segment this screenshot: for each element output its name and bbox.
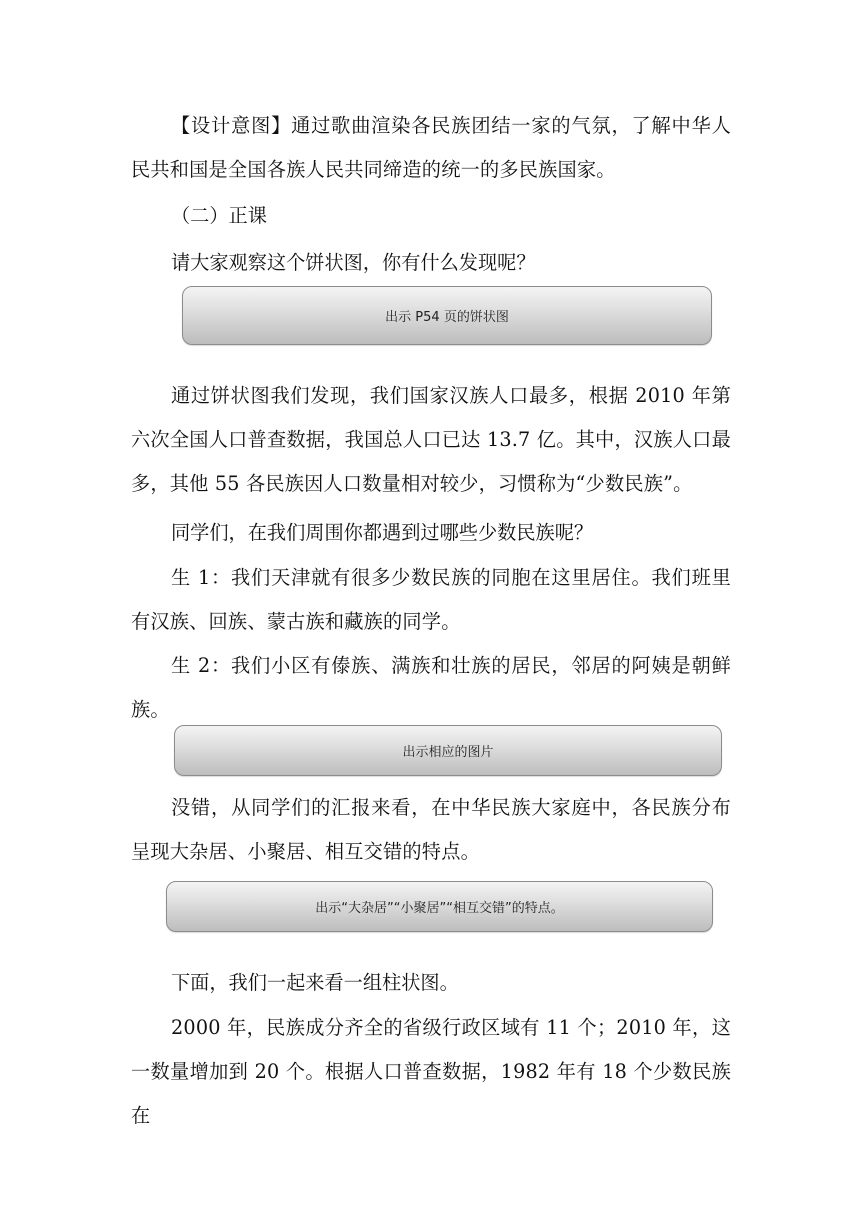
paragraph-student1: 生 1：我们天津就有很多少数民族的同胞在这里居住。我们班里有汉族、回族、蒙古族和藏族的同学。 xyxy=(131,566,731,633)
callout-pie-chart: 出示 P54 页的饼状图 xyxy=(182,286,712,345)
paragraph-census: 2000 年，民族成分齐全的省级行政区域有 11 个；2010 年，这一数量增加到 20 个。根据人口普查数据，1982 年有 18 个少数民族在 xyxy=(131,1016,731,1127)
section-heading: （二）正课 xyxy=(171,204,267,227)
paragraph-bar-intro: 下面，我们一起来看一组柱状图。 xyxy=(171,971,459,994)
paragraph-question-pie: 请大家观察这个饼状图，你有什么发现呢？ xyxy=(171,251,536,274)
paragraph-student2: 生 2：我们小区有傣族、满族和壮族的居民，邻居的阿姨是朝鲜族。 xyxy=(131,654,731,721)
paragraph-design-intent: 【设计意图】通过歌曲渲染各民族团结一家的气氛，了解中华人民共和国是全国各族人民共同缔造的统一的多民族国家。 xyxy=(131,114,731,181)
callout-images: 出示相应的图片 xyxy=(174,725,722,776)
paragraph-pie-finding: 通过饼状图我们发现，我们国家汉族人口最多，根据 2010 年第六次全国人口普查数据，我国总人口已达 13.7 亿。其中，汉族人口最多，其他 55 各民族因人口数量相对较少，习惯称为“少数民族”。 xyxy=(131,384,731,495)
paragraph-question-minority: 同学们，在我们周围你都遇到过哪些少数民族呢？ xyxy=(171,521,594,544)
callout-features: 出示“大杂居”“小聚居”“相互交错”的特点。 xyxy=(166,881,713,932)
paragraph-distribution: 没错，从同学们的汇报来看，在中华民族大家庭中，各民族分布呈现大杂居、小聚居、相互交错的特点。 xyxy=(131,796,731,863)
